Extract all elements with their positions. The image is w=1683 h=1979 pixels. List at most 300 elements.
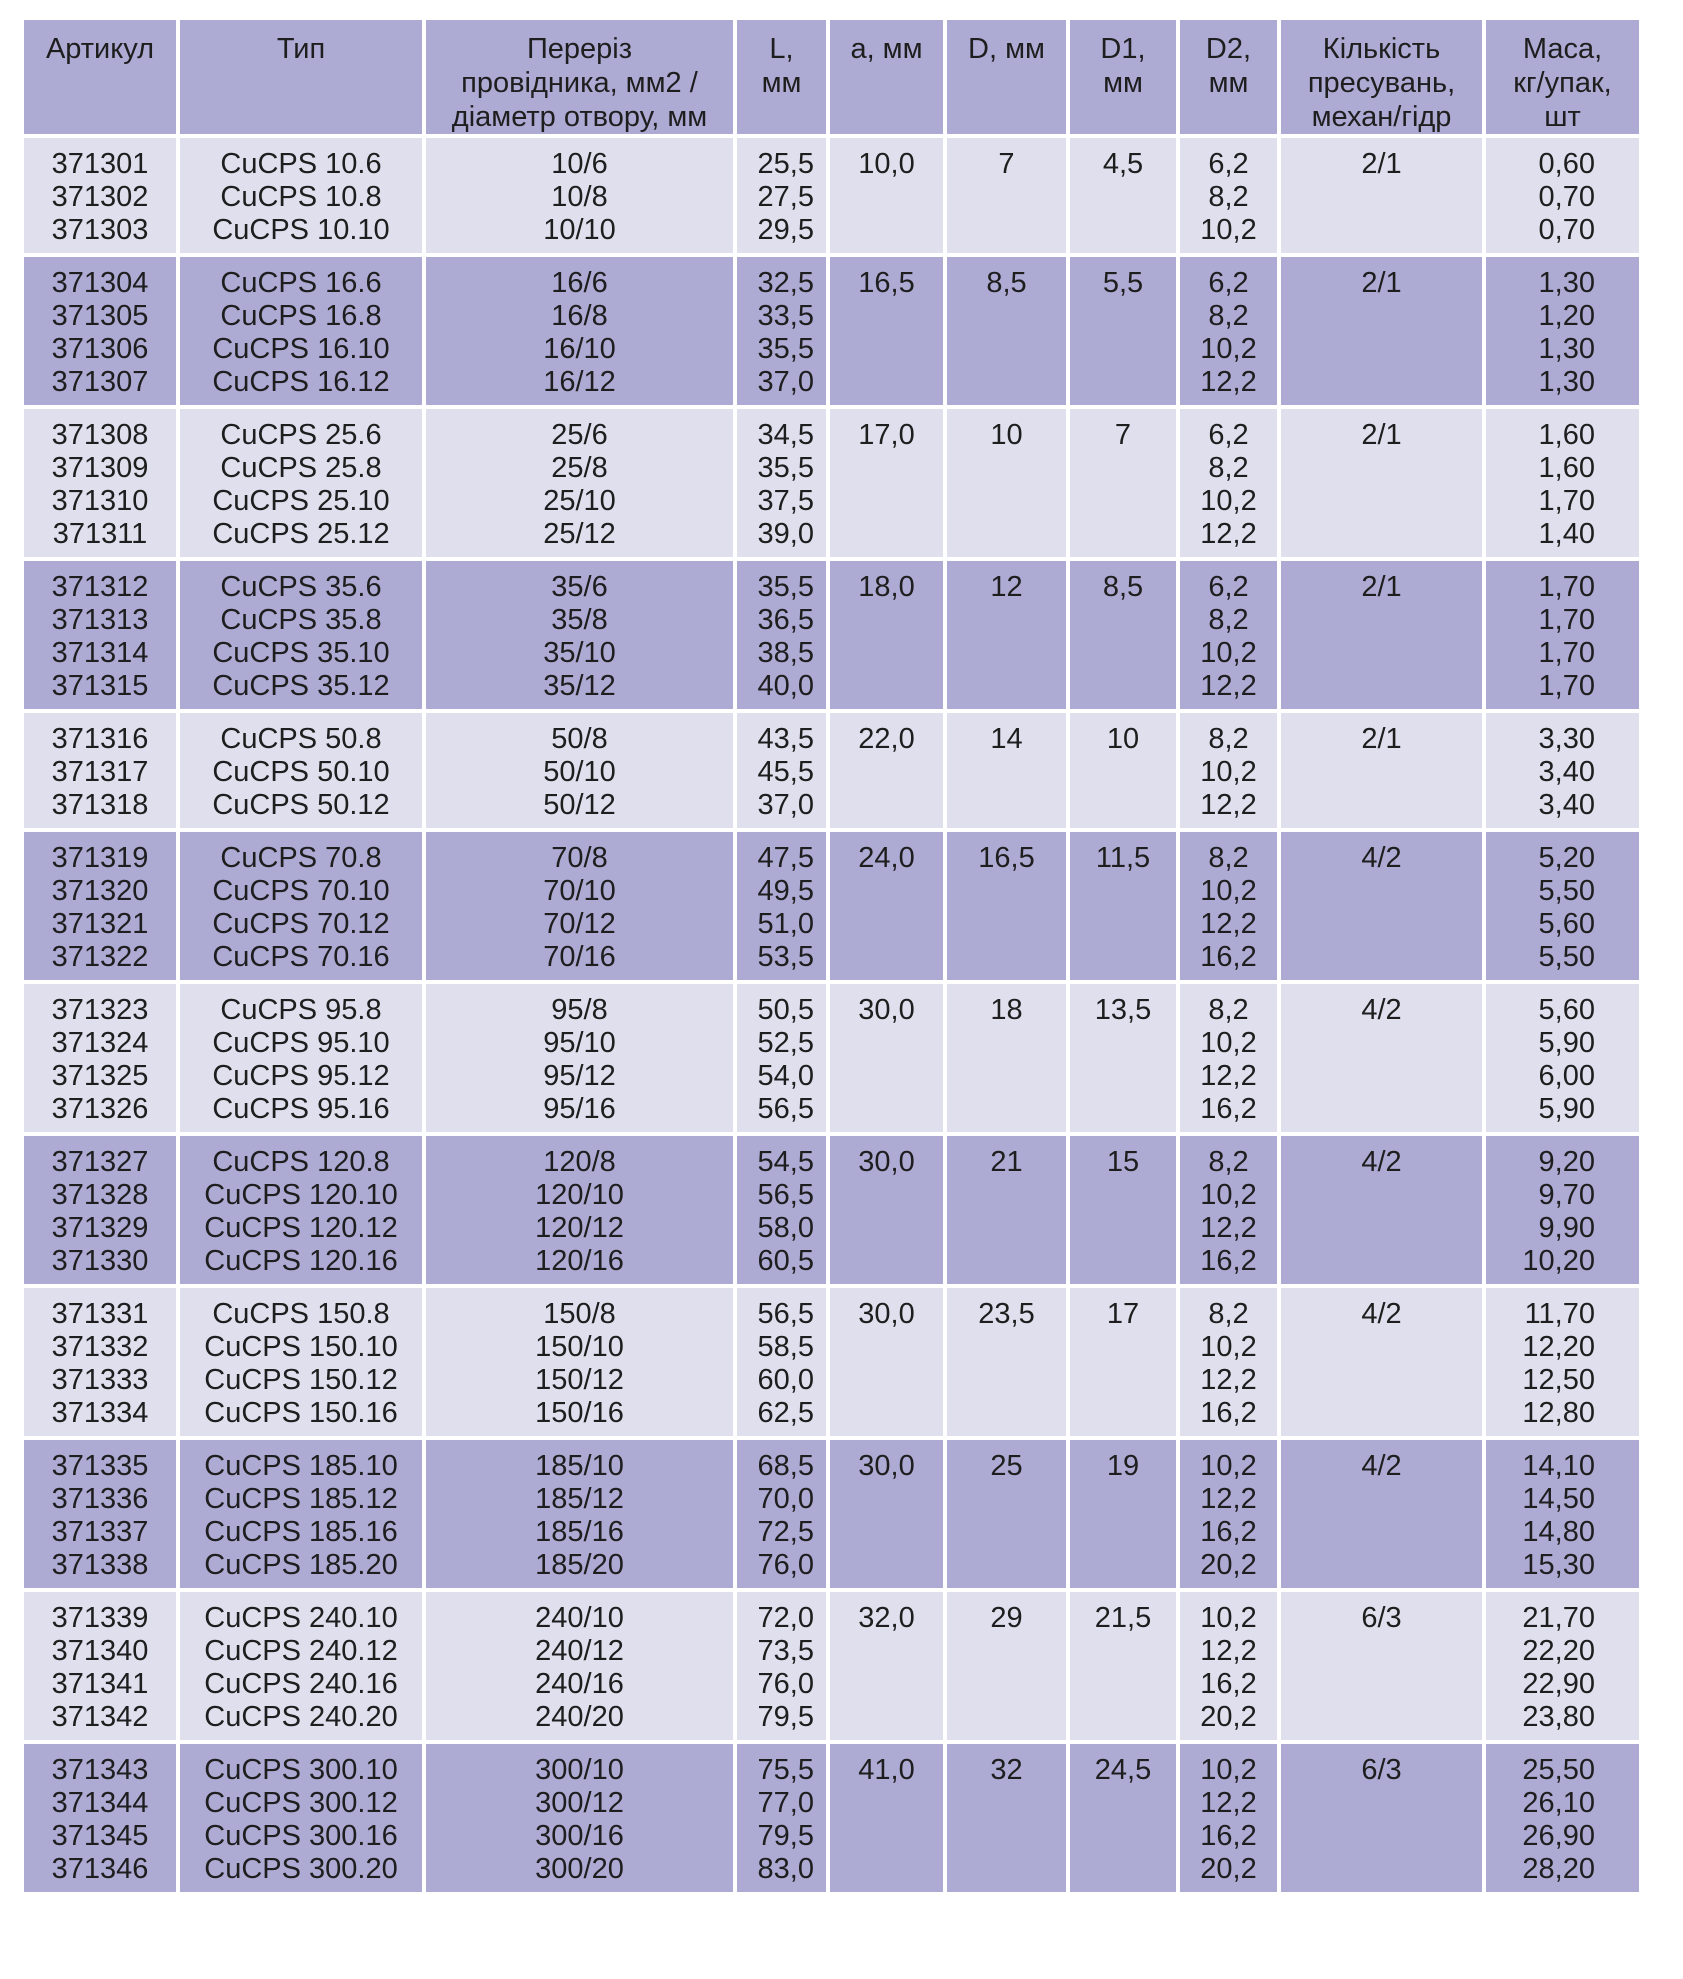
d-cell xyxy=(947,832,1066,980)
length-cell-line: 79,5 xyxy=(757,1701,814,1733)
d2-cell-line: 6,2 xyxy=(1208,571,1249,603)
article-cell-line: 371312 xyxy=(51,571,149,603)
length-cell-line: 25,5 xyxy=(757,148,814,180)
mass-cell xyxy=(1486,1136,1639,1284)
a-cell xyxy=(830,138,943,253)
type-cell xyxy=(180,257,422,405)
article-cell-line: 371338 xyxy=(51,1549,149,1581)
mass-cell-line: 5,50 xyxy=(1538,875,1595,907)
d2-cell-line: 12,2 xyxy=(1200,518,1257,550)
press-count-cell xyxy=(1281,409,1482,557)
d2-cell-line: 16,2 xyxy=(1200,1516,1257,1548)
press-count-cell xyxy=(1281,138,1482,253)
d2-cell-line: 12,2 xyxy=(1200,670,1257,702)
d1-cell-value: 11,5 xyxy=(1095,842,1151,874)
d-cell-value: 16,5 xyxy=(978,842,1035,874)
spec-table xyxy=(20,16,1643,1896)
d2-cell-line: 20,2 xyxy=(1200,1853,1257,1885)
mass-cell-line: 21,70 xyxy=(1522,1602,1595,1634)
table-row xyxy=(24,832,1639,980)
mass-cell xyxy=(1486,561,1639,709)
d2-cell xyxy=(1180,1136,1277,1284)
d1-cell-value: 13,5 xyxy=(1094,994,1152,1026)
cross-section-cell-line: 16/10 xyxy=(543,333,616,365)
article-cell-line: 371306 xyxy=(51,333,149,365)
article-cell-line: 371319 xyxy=(51,842,149,874)
d-cell xyxy=(947,1136,1066,1284)
d-cell-value: 21 xyxy=(990,1146,1023,1178)
length-cell-line: 60,0 xyxy=(757,1364,814,1396)
d1-cell xyxy=(1070,138,1176,253)
d2-cell-line: 8,2 xyxy=(1208,300,1249,332)
cross-section-cell xyxy=(426,138,733,253)
length-cell-line: 58,0 xyxy=(757,1212,814,1244)
mass-cell-line: 14,80 xyxy=(1522,1516,1595,1548)
article-cell xyxy=(24,257,176,405)
spec-table-container xyxy=(20,16,1643,1896)
length-cell-line: 37,0 xyxy=(757,789,814,821)
article-cell-line: 371311 xyxy=(52,518,148,550)
cross-section-cell-line: 95/10 xyxy=(543,1027,616,1059)
d2-cell-line: 12,2 xyxy=(1200,789,1257,821)
press-count-cell xyxy=(1281,257,1482,405)
article-cell xyxy=(24,1288,176,1436)
article-cell-line: 371321 xyxy=(51,908,149,940)
mass-cell xyxy=(1486,409,1639,557)
table-row xyxy=(24,713,1639,828)
d-cell xyxy=(947,1744,1066,1892)
article-cell-line: 371325 xyxy=(51,1060,149,1092)
length-cell-line: 27,5 xyxy=(757,181,814,213)
cross-section-cell-line: 95/12 xyxy=(543,1060,616,1092)
length-cell xyxy=(737,713,826,828)
d2-cell xyxy=(1180,138,1277,253)
d1-cell-value: 4,5 xyxy=(1102,148,1144,180)
a-cell-value: 10,0 xyxy=(858,148,915,180)
length-cell-line: 79,5 xyxy=(757,1820,814,1852)
a-cell-value: 32,0 xyxy=(858,1602,915,1634)
mass-cell-line: 14,10 xyxy=(1522,1450,1595,1482)
cross-section-cell-line: 185/20 xyxy=(535,1549,624,1581)
cross-section-cell-line: 10/6 xyxy=(551,148,608,180)
d2-cell-line: 16,2 xyxy=(1200,1397,1257,1429)
header-a: a, мм xyxy=(830,20,943,134)
article-cell-line: 371339 xyxy=(51,1602,149,1634)
d2-cell xyxy=(1180,1744,1277,1892)
length-cell-line: 70,0 xyxy=(757,1483,814,1515)
length-cell-line: 56,5 xyxy=(757,1298,814,1330)
d1-cell xyxy=(1070,1440,1176,1588)
press-count-cell xyxy=(1281,1136,1482,1284)
length-cell-line: 58,5 xyxy=(757,1331,814,1363)
d2-cell-line: 20,2 xyxy=(1200,1549,1257,1581)
header-cross-section: Переріз провідника, мм2 / діаметр отвору, мм xyxy=(426,20,733,134)
mass-cell-line: 28,20 xyxy=(1522,1853,1595,1885)
mass-cell-line: 1,70 xyxy=(1538,670,1595,702)
article-cell-line: 371304 xyxy=(51,267,149,299)
press-count-cell xyxy=(1281,1744,1482,1892)
length-cell-line: 73,5 xyxy=(757,1635,814,1667)
article-cell-line: 371341 xyxy=(51,1668,149,1700)
type-cell xyxy=(180,1136,422,1284)
cross-section-cell-line: 25/12 xyxy=(543,518,616,550)
mass-cell-line: 25,50 xyxy=(1522,1754,1595,1786)
press-count-cell-value: 6/3 xyxy=(1361,1754,1402,1786)
press-count-cell xyxy=(1281,561,1482,709)
mass-cell-line: 1,70 xyxy=(1538,571,1595,603)
length-cell-line: 39,0 xyxy=(757,518,814,550)
length-cell-line: 60,5 xyxy=(757,1245,814,1277)
type-cell-line: CuCPS 25.8 xyxy=(220,452,382,484)
press-count-cell-value: 2/1 xyxy=(1361,723,1402,755)
header-d: D, мм xyxy=(947,20,1066,134)
length-cell xyxy=(737,1288,826,1436)
mass-cell-line: 10,20 xyxy=(1522,1245,1595,1277)
press-count-cell-value: 6/3 xyxy=(1361,1602,1402,1634)
mass-cell-line: 12,80 xyxy=(1522,1397,1595,1429)
cross-section-cell-line: 50/12 xyxy=(543,789,616,821)
cross-section-cell xyxy=(426,561,733,709)
mass-cell-line: 23,80 xyxy=(1522,1701,1595,1733)
d-cell-value: 7 xyxy=(998,148,1015,180)
cross-section-cell-line: 16/8 xyxy=(551,300,608,332)
article-cell-line: 371309 xyxy=(51,452,149,484)
header-press-count: Кількість пресувань, механ/гідр xyxy=(1281,20,1482,134)
article-cell xyxy=(24,832,176,980)
a-cell xyxy=(830,1288,943,1436)
article-cell-line: 371305 xyxy=(51,300,149,332)
cross-section-cell xyxy=(426,257,733,405)
cross-section-cell-line: 120/8 xyxy=(543,1146,616,1178)
article-cell-line: 371303 xyxy=(51,214,149,246)
article-cell-line: 371318 xyxy=(51,789,149,821)
d2-cell-line: 16,2 xyxy=(1200,1093,1257,1125)
type-cell-line: CuCPS 35.12 xyxy=(212,670,390,702)
d-cell-value: 29 xyxy=(990,1602,1023,1634)
length-cell-line: 50,5 xyxy=(757,994,814,1026)
cross-section-cell xyxy=(426,409,733,557)
mass-cell-line: 1,60 xyxy=(1538,452,1595,484)
d-cell-value: 32 xyxy=(990,1754,1023,1786)
d2-cell-line: 10,2 xyxy=(1200,1027,1257,1059)
mass-cell-line: 9,90 xyxy=(1538,1212,1595,1244)
length-cell-line: 62,5 xyxy=(757,1397,814,1429)
mass-cell xyxy=(1486,257,1639,405)
length-cell-line: 47,5 xyxy=(757,842,814,874)
mass-cell-line: 3,40 xyxy=(1538,789,1595,821)
d2-cell-line: 10,2 xyxy=(1200,875,1257,907)
length-cell-line: 51,0 xyxy=(757,908,814,940)
cross-section-cell-line: 16/6 xyxy=(551,267,608,299)
length-cell-line: 32,5 xyxy=(757,267,814,299)
d2-cell-line: 12,2 xyxy=(1200,1635,1257,1667)
cross-section-cell xyxy=(426,713,733,828)
cross-section-cell-line: 300/12 xyxy=(535,1787,624,1819)
header-mass: Маса, кг/упак, шт xyxy=(1486,20,1639,134)
mass-cell-line: 26,10 xyxy=(1522,1787,1595,1819)
mass-cell xyxy=(1486,1440,1639,1588)
type-cell-line: CuCPS 10.8 xyxy=(220,181,382,213)
type-cell-line: CuCPS 70.16 xyxy=(212,941,390,973)
table-row xyxy=(24,1288,1639,1436)
mass-cell xyxy=(1486,713,1639,828)
type-cell-line: CuCPS 240.12 xyxy=(204,1635,398,1667)
d2-cell-line: 8,2 xyxy=(1208,604,1249,636)
type-cell-line: CuCPS 95.8 xyxy=(220,994,382,1026)
article-cell-line: 371324 xyxy=(51,1027,149,1059)
article-cell-line: 371328 xyxy=(51,1179,149,1211)
cross-section-cell-line: 185/12 xyxy=(535,1483,624,1515)
article-cell-line: 371302 xyxy=(51,181,149,213)
mass-cell-line: 6,00 xyxy=(1538,1060,1595,1092)
d2-cell-line: 10,2 xyxy=(1200,1179,1257,1211)
length-cell-line: 36,5 xyxy=(757,604,814,636)
length-cell-line: 35,5 xyxy=(757,452,814,484)
length-cell-line: 33,5 xyxy=(757,300,814,332)
length-cell-line: 72,0 xyxy=(757,1602,814,1634)
length-cell-line: 45,5 xyxy=(757,756,814,788)
a-cell-value: 30,0 xyxy=(858,1146,915,1178)
d2-cell-line: 10,2 xyxy=(1200,756,1257,788)
article-cell-line: 371310 xyxy=(51,485,149,517)
d1-cell xyxy=(1070,1288,1176,1436)
mass-cell-line: 5,50 xyxy=(1538,941,1595,973)
a-cell xyxy=(830,409,943,557)
a-cell xyxy=(830,1440,943,1588)
press-count-cell-value: 4/2 xyxy=(1361,1450,1402,1482)
cross-section-cell-line: 35/12 xyxy=(543,670,616,702)
article-cell-line: 371337 xyxy=(51,1516,149,1548)
article-cell-line: 371333 xyxy=(51,1364,149,1396)
length-cell-line: 37,0 xyxy=(757,366,814,398)
article-cell xyxy=(24,138,176,253)
type-cell-line: CuCPS 16.8 xyxy=(220,300,382,332)
cross-section-cell-line: 185/16 xyxy=(535,1516,624,1548)
d1-cell-value: 19 xyxy=(1106,1450,1140,1482)
cross-section-cell-line: 95/8 xyxy=(551,994,608,1026)
mass-cell xyxy=(1486,984,1639,1132)
type-cell-line: CuCPS 25.10 xyxy=(212,485,390,517)
a-cell xyxy=(830,561,943,709)
type-cell-line: CuCPS 35.10 xyxy=(212,637,390,669)
table-row xyxy=(24,138,1639,253)
cross-section-cell-line: 70/12 xyxy=(543,908,616,940)
d2-cell xyxy=(1180,984,1277,1132)
length-cell-line: 35,5 xyxy=(757,571,814,603)
mass-cell-line: 9,20 xyxy=(1538,1146,1595,1178)
d2-cell-line: 10,2 xyxy=(1200,1450,1257,1482)
d2-cell-line: 12,2 xyxy=(1200,366,1257,398)
cross-section-cell xyxy=(426,1592,733,1740)
cross-section-cell-line: 25/10 xyxy=(543,485,616,517)
mass-cell-line: 3,30 xyxy=(1538,723,1595,755)
press-count-cell-value: 2/1 xyxy=(1361,419,1402,451)
a-cell-value: 30,0 xyxy=(858,1298,915,1330)
d1-cell xyxy=(1070,1136,1176,1284)
mass-cell xyxy=(1486,1592,1639,1740)
type-cell-line: CuCPS 240.10 xyxy=(204,1602,398,1634)
d1-cell xyxy=(1070,713,1176,828)
mass-cell-line: 3,40 xyxy=(1538,756,1595,788)
cross-section-cell-line: 35/6 xyxy=(551,571,608,603)
article-cell xyxy=(24,1592,176,1740)
d2-cell-line: 10,2 xyxy=(1200,637,1257,669)
mass-cell-line: 0,70 xyxy=(1538,214,1595,246)
mass-cell-line: 5,90 xyxy=(1538,1027,1595,1059)
press-count-cell-value: 2/1 xyxy=(1361,148,1402,180)
length-cell-line: 76,0 xyxy=(757,1549,814,1581)
a-cell-value: 17,0 xyxy=(858,419,915,451)
header-d2: D2, мм xyxy=(1180,20,1277,134)
d2-cell-line: 10,2 xyxy=(1200,1602,1257,1634)
length-cell xyxy=(737,1440,826,1588)
d-cell-value: 23,5 xyxy=(978,1298,1035,1330)
mass-cell-line: 22,90 xyxy=(1522,1668,1595,1700)
d2-cell-line: 16,2 xyxy=(1200,941,1257,973)
mass-cell xyxy=(1486,1288,1639,1436)
mass-cell-line: 1,70 xyxy=(1538,637,1595,669)
article-cell-line: 371327 xyxy=(51,1146,149,1178)
type-cell-line: CuCPS 10.10 xyxy=(212,214,390,246)
cross-section-cell-line: 50/10 xyxy=(543,756,616,788)
article-cell-line: 371340 xyxy=(51,1635,149,1667)
mass-cell-line: 1,30 xyxy=(1538,333,1595,365)
type-cell xyxy=(180,1288,422,1436)
type-cell-line: CuCPS 120.10 xyxy=(204,1179,398,1211)
d2-cell-line: 10,2 xyxy=(1200,333,1257,365)
cross-section-cell-line: 25/6 xyxy=(551,419,608,451)
d-cell xyxy=(947,984,1066,1132)
length-cell-line: 52,5 xyxy=(757,1027,814,1059)
d1-cell-value: 15 xyxy=(1106,1146,1140,1178)
cross-section-cell-line: 10/8 xyxy=(551,181,608,213)
article-cell-line: 371313 xyxy=(51,604,149,636)
press-count-cell-value: 4/2 xyxy=(1361,1298,1402,1330)
article-cell-line: 371329 xyxy=(51,1212,149,1244)
mass-cell-line: 1,30 xyxy=(1538,366,1595,398)
mass-cell-line: 1,60 xyxy=(1538,419,1595,451)
d2-cell-line: 8,2 xyxy=(1208,994,1249,1026)
a-cell-value: 22,0 xyxy=(858,723,915,755)
d-cell-value: 12 xyxy=(990,571,1023,603)
cross-section-cell-line: 240/10 xyxy=(535,1602,624,1634)
a-cell xyxy=(830,713,943,828)
length-cell xyxy=(737,257,826,405)
cross-section-cell-line: 16/12 xyxy=(543,366,616,398)
article-cell xyxy=(24,561,176,709)
d2-cell-line: 12,2 xyxy=(1200,908,1257,940)
table-row xyxy=(24,257,1639,405)
type-cell-line: CuCPS 25.12 xyxy=(212,518,390,550)
type-cell-line: CuCPS 25.6 xyxy=(220,419,382,451)
d2-cell-line: 16,2 xyxy=(1200,1820,1257,1852)
mass-cell-line: 22,20 xyxy=(1522,1635,1595,1667)
article-cell xyxy=(24,1744,176,1892)
article-cell-line: 371334 xyxy=(51,1397,149,1429)
cross-section-cell xyxy=(426,1288,733,1436)
type-cell xyxy=(180,561,422,709)
mass-cell-line: 5,90 xyxy=(1538,1093,1595,1125)
type-cell xyxy=(180,832,422,980)
length-cell-line: 35,5 xyxy=(757,333,814,365)
d2-cell-line: 8,2 xyxy=(1208,452,1249,484)
d-cell-value: 25 xyxy=(990,1450,1023,1482)
mass-cell xyxy=(1486,1744,1639,1892)
cross-section-cell-line: 150/8 xyxy=(543,1298,616,1330)
type-cell-line: CuCPS 120.8 xyxy=(212,1146,390,1178)
type-cell-line: CuCPS 185.20 xyxy=(204,1549,398,1581)
length-cell-line: 72,5 xyxy=(757,1516,814,1548)
article-cell xyxy=(24,1136,176,1284)
header-row xyxy=(24,20,1639,134)
cross-section-cell xyxy=(426,832,733,980)
type-cell xyxy=(180,713,422,828)
length-cell-line: 77,0 xyxy=(757,1787,814,1819)
d2-cell-line: 10,2 xyxy=(1200,214,1257,246)
cross-section-cell-line: 120/16 xyxy=(535,1245,624,1277)
mass-cell-line: 1,70 xyxy=(1538,485,1595,517)
d2-cell xyxy=(1180,257,1277,405)
d2-cell-line: 12,2 xyxy=(1200,1212,1257,1244)
d2-cell-line: 20,2 xyxy=(1200,1701,1257,1733)
header-length: L, мм xyxy=(737,20,826,134)
length-cell-line: 56,5 xyxy=(757,1179,814,1211)
mass-cell-line: 5,60 xyxy=(1538,908,1595,940)
mass-cell-line: 12,20 xyxy=(1522,1331,1595,1363)
article-cell-line: 371316 xyxy=(51,723,149,755)
a-cell-value: 41,0 xyxy=(858,1754,915,1786)
d-cell-value: 8,5 xyxy=(986,267,1027,299)
mass-cell-line: 1,40 xyxy=(1538,518,1595,550)
a-cell xyxy=(830,1136,943,1284)
d1-cell-value: 24,5 xyxy=(1094,1754,1152,1786)
length-cell xyxy=(737,561,826,709)
d2-cell-line: 10,2 xyxy=(1200,485,1257,517)
type-cell-line: CuCPS 240.16 xyxy=(204,1668,398,1700)
press-count-cell xyxy=(1281,1592,1482,1740)
type-cell-line: CuCPS 150.10 xyxy=(204,1331,398,1363)
article-cell-line: 371315 xyxy=(51,670,149,702)
mass-cell xyxy=(1486,138,1639,253)
d1-cell xyxy=(1070,257,1176,405)
header-type: Тип xyxy=(180,20,422,134)
table-row xyxy=(24,984,1639,1132)
article-cell-line: 371314 xyxy=(51,637,149,669)
type-cell-line: CuCPS 150.8 xyxy=(212,1298,390,1330)
d2-cell-line: 16,2 xyxy=(1200,1668,1257,1700)
article-cell-line: 371307 xyxy=(51,366,149,398)
cross-section-cell-line: 35/8 xyxy=(551,604,608,636)
cross-section-cell-line: 240/16 xyxy=(535,1668,624,1700)
mass-cell-line: 0,60 xyxy=(1538,148,1595,180)
article-cell-line: 371331 xyxy=(51,1298,149,1330)
a-cell xyxy=(830,1592,943,1740)
length-cell-line: 68,5 xyxy=(757,1450,814,1482)
article-cell-line: 371336 xyxy=(51,1483,149,1515)
mass-cell-line: 11,70 xyxy=(1524,1298,1595,1330)
d2-cell xyxy=(1180,1440,1277,1588)
d2-cell-line: 8,2 xyxy=(1208,1146,1249,1178)
d-cell-value: 10 xyxy=(990,419,1023,451)
cross-section-cell xyxy=(426,1440,733,1588)
d1-cell xyxy=(1070,984,1176,1132)
header-article: Артикул xyxy=(24,20,176,134)
a-cell-value: 18,0 xyxy=(858,571,915,603)
d1-cell-value: 21,5 xyxy=(1094,1602,1152,1634)
d-cell xyxy=(947,257,1066,405)
length-cell-line: 75,5 xyxy=(757,1754,814,1786)
a-cell xyxy=(830,984,943,1132)
